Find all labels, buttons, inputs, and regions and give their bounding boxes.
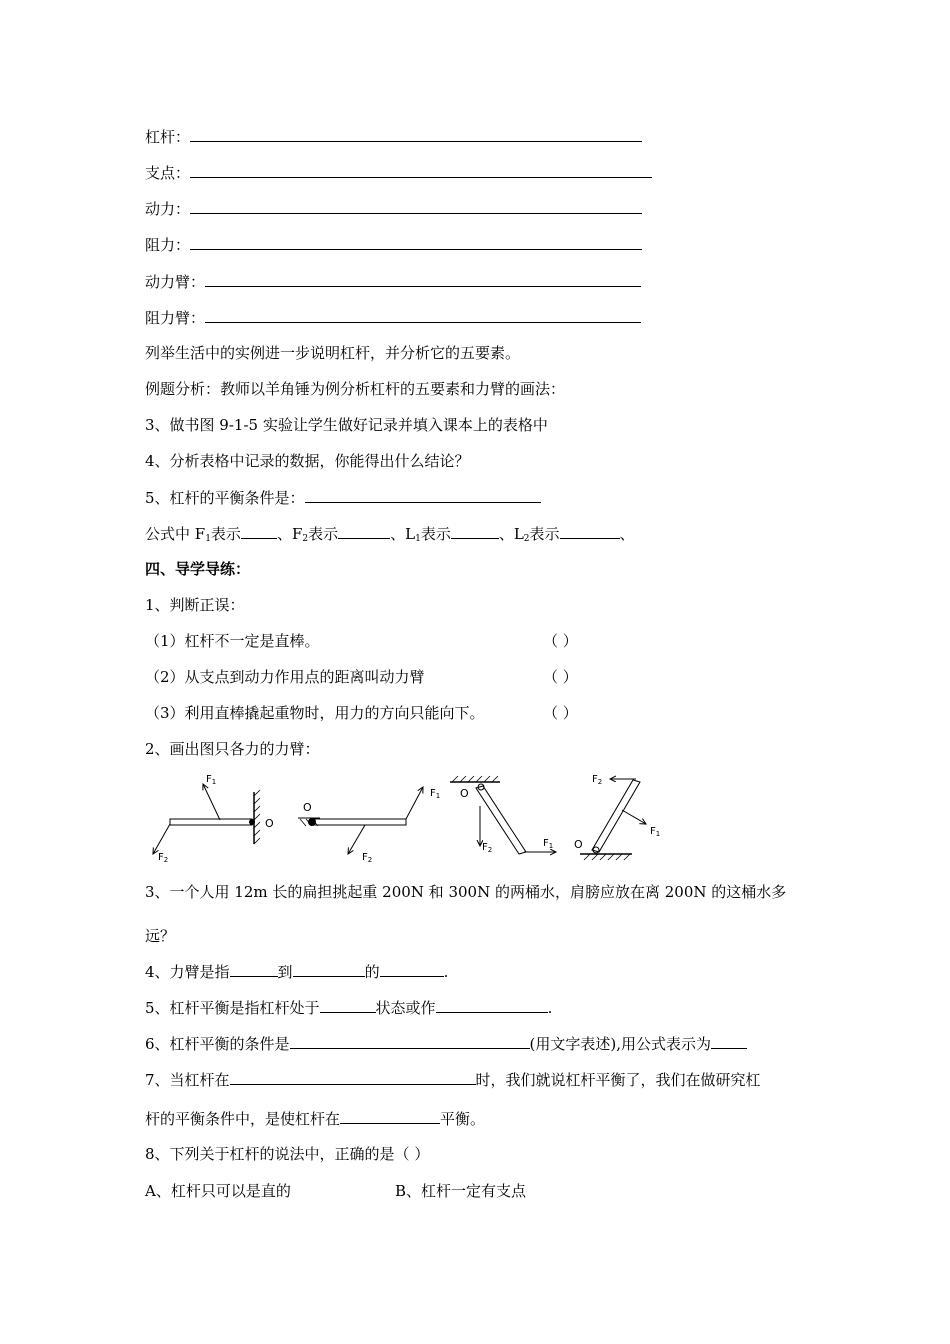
- blank-lever[interactable]: [190, 126, 642, 142]
- formula-end: 、: [619, 525, 635, 543]
- q5-text-a: 5、杠杆平衡是指杠杆处于: [145, 999, 320, 1017]
- q3-line1: 3、一个人用 12m 长的扁担挑起重 200N 和 300N 的两桶水，肩膀应放在离 200N 的这桶水多: [145, 883, 787, 901]
- formula-l1: 表示: [420, 525, 451, 543]
- label-f2-d4: $F_2$: [592, 774, 603, 786]
- q6-text-b: (用文字表述),用公式表示为: [529, 1035, 712, 1053]
- formula-l2: 表示: [529, 525, 560, 543]
- q7-text-a: 7、当杠杆在: [145, 1071, 230, 1089]
- q7-text-b: 时，我们就说杠杆平衡了，我们在做研究杠: [475, 1071, 761, 1089]
- label-o-d1: O: [265, 817, 274, 830]
- q1-item1-paren[interactable]: （ ）: [543, 632, 578, 650]
- diagram-4: [574, 774, 660, 860]
- q5: [145, 997, 552, 1017]
- diagram-1: [153, 774, 274, 864]
- def-lever-label: 杠杆：: [145, 128, 191, 146]
- label-f1-d3: $F_1$: [543, 838, 554, 850]
- formula-f2: 表示: [308, 525, 339, 543]
- def-effort: [145, 198, 642, 218]
- blank-q6-2[interactable]: [711, 1033, 747, 1049]
- q1-item1: [145, 631, 765, 651]
- blank-f2[interactable]: [338, 523, 390, 539]
- q1-item1-text: （1）杠杆不一定是直棒。: [145, 632, 320, 650]
- blank-l1[interactable]: [451, 523, 499, 539]
- blank-q5-1[interactable]: [320, 997, 376, 1013]
- sub-l1: 1: [415, 534, 421, 544]
- text-examples: 列举生活中的实例进一步说明杠杆，并分析它的五要素。: [145, 344, 521, 362]
- blank-resistance-arm[interactable]: [205, 307, 641, 323]
- pivot-1: [249, 819, 255, 825]
- blank-q4-2[interactable]: [293, 961, 365, 977]
- def-effort-arm-label: 动力臂：: [145, 273, 206, 291]
- q2: 2、画出图只各力的力臂：: [145, 740, 320, 758]
- q8-option-a[interactable]: A、杠杆只可以是直的: [145, 1182, 291, 1200]
- label-o-d3: O: [460, 787, 469, 800]
- formula-f1: 表示: [210, 525, 241, 543]
- section4-title: 四、导学导练：: [145, 560, 251, 578]
- q5-text-b: 状态或作: [375, 999, 436, 1017]
- def-effort-arm: [145, 271, 641, 291]
- label-o-d2: O: [303, 801, 312, 814]
- text-formula: [145, 523, 635, 543]
- lever-bar-2: [312, 819, 406, 825]
- label-f2-d2: $F_2$: [362, 852, 373, 864]
- text-item4: 4、分析表格中记录的数据，你能得出什么结论？: [145, 452, 470, 470]
- q1-item2: [145, 667, 765, 687]
- blank-fulcrum[interactable]: [190, 162, 652, 178]
- lever-bar-1: [170, 819, 252, 825]
- def-fulcrum: [145, 162, 652, 182]
- formula-prefix: 公式中 F: [145, 525, 206, 543]
- q4-text-d: .: [443, 963, 449, 981]
- label-f1-d2: $F_1$: [430, 788, 441, 800]
- q1-item3-text: （3）利用直棒撬起重物时，用力的方向只能向下。: [145, 704, 485, 722]
- q1-item2-text: （2）从支点到动力作用点的距离叫动力臂: [145, 668, 425, 686]
- floor-hatch-4: [584, 854, 630, 860]
- q4: [145, 961, 448, 981]
- label-f1-d1: $F_1$: [206, 774, 217, 786]
- q1-item3: [145, 703, 765, 723]
- q1-item2-paren[interactable]: （ ）: [543, 668, 578, 686]
- blank-q7-1[interactable]: [230, 1069, 476, 1085]
- blank-l2[interactable]: [560, 523, 620, 539]
- arrow-f2-d1: [153, 824, 170, 854]
- wall-hatch-1: [254, 790, 260, 844]
- formula-l1-pre: 、L: [390, 525, 416, 543]
- q6-text-a: 6、杠杆平衡的条件是: [145, 1035, 290, 1053]
- def-resistance-arm-label: 阻力臂：: [145, 309, 206, 327]
- q7-line1: [145, 1069, 761, 1089]
- blank-q7-2[interactable]: [340, 1108, 440, 1124]
- q6: [145, 1033, 747, 1053]
- blank-balance-condition[interactable]: [305, 487, 541, 503]
- diagram-3: [450, 776, 556, 854]
- q7-text-d: 平衡。: [440, 1110, 486, 1128]
- formula-f2-pre: 、F: [276, 525, 303, 543]
- blank-q5-2[interactable]: [436, 997, 548, 1013]
- blank-q6-1[interactable]: [290, 1033, 530, 1049]
- text-item3: 3、做书图 9-1-5 实验让学生做好记录并填入课本上的表格中: [145, 416, 548, 434]
- q7-line2: [145, 1108, 485, 1128]
- ceiling-hatch-3: [452, 776, 498, 782]
- label-f1-d4: $F_1$: [650, 826, 661, 838]
- q8-options: [145, 1181, 765, 1201]
- def-lever: [145, 126, 642, 146]
- item5-label: 5、杠杆的平衡条件是：: [145, 489, 305, 507]
- label-o-d4: O: [574, 838, 583, 851]
- text-item5: [145, 487, 541, 507]
- blank-effort[interactable]: [190, 198, 642, 214]
- def-fulcrum-label: 支点：: [145, 164, 191, 182]
- q7-text-c: 杆的平衡条件中，是使杠杆在: [145, 1110, 341, 1128]
- arrow-f1-d4: [622, 810, 646, 824]
- blank-effort-arm[interactable]: [205, 271, 641, 287]
- arrow-f2-d2: [348, 825, 365, 854]
- q4-text-b: 到: [277, 963, 293, 981]
- def-effort-label: 动力：: [145, 200, 191, 218]
- q3-line2: 远？: [145, 927, 176, 945]
- q4-text-c: 的: [364, 963, 380, 981]
- sub-l2: 2: [523, 534, 530, 544]
- q8-option-b[interactable]: B、杠杆一定有支点: [395, 1182, 527, 1200]
- arrow-f1-d1: [203, 784, 220, 820]
- def-resistance-arm: [145, 307, 641, 327]
- label-f2-d3: $F_2$: [482, 842, 493, 854]
- def-resistance-label: 阻力：: [145, 236, 191, 254]
- def-resistance: [145, 234, 642, 254]
- blank-resistance[interactable]: [190, 234, 642, 250]
- sub-f2: 2: [302, 534, 309, 544]
- lever-diagrams: [140, 762, 680, 870]
- blank-q4-1[interactable]: [230, 961, 278, 977]
- sub-f1: 1: [205, 534, 211, 544]
- q8: 8、下列关于杠杆的说法中，正确的是（ ）: [145, 1145, 430, 1163]
- formula-l2-pre: 、L: [498, 525, 524, 543]
- blank-f1[interactable]: [241, 523, 277, 539]
- arrow-f1-d2: [406, 787, 423, 819]
- blank-q4-3[interactable]: [380, 961, 444, 977]
- q4-text-a: 4、力臂是指: [145, 963, 230, 981]
- q1: 1、判断正误：: [145, 596, 245, 614]
- q1-item3-paren[interactable]: （ ）: [543, 704, 578, 722]
- text-example-analysis: 例题分析：教师以羊角锤为例分析杠杆的五要素和力臂的画法：: [145, 380, 566, 398]
- diagram-2: [298, 787, 440, 864]
- label-f2-d1: $F_2$: [158, 852, 169, 864]
- q5-text-c: .: [547, 999, 553, 1017]
